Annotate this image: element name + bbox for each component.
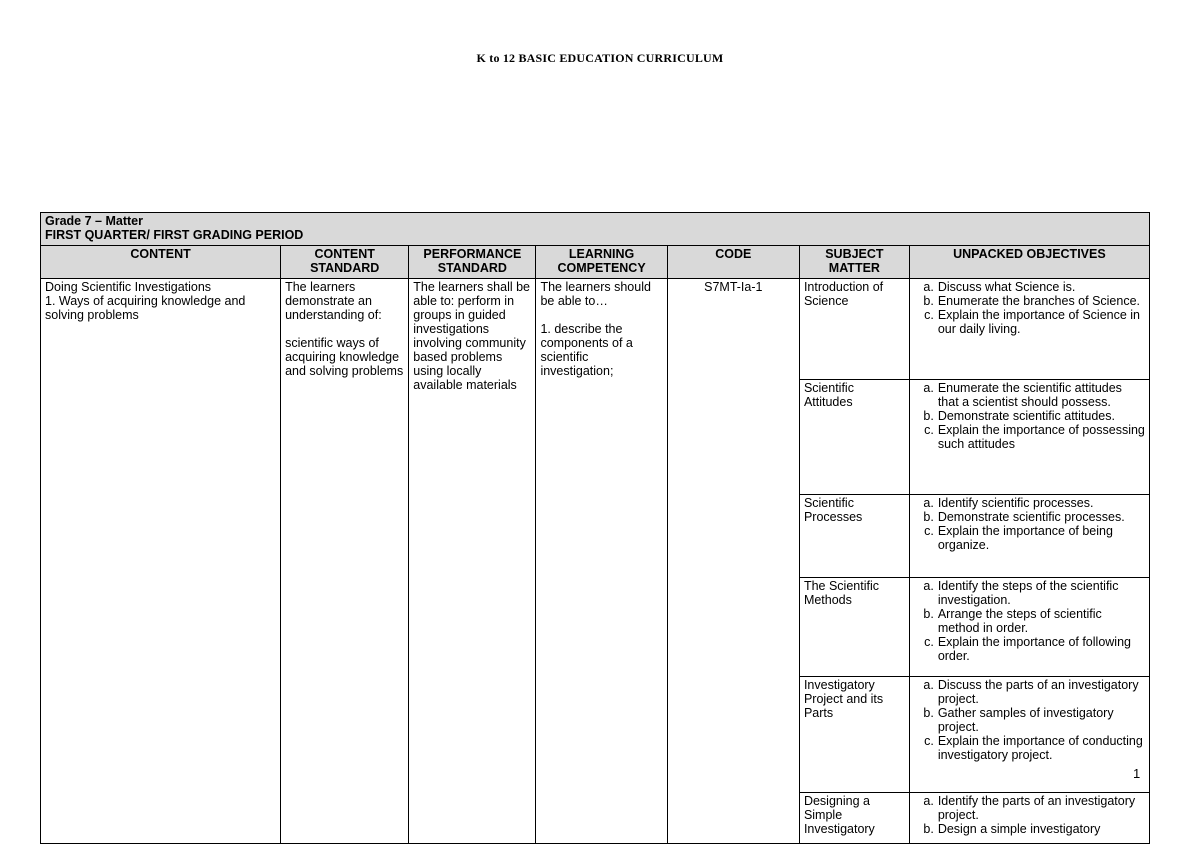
header-unpacked-objectives: UNPACKED OBJECTIVES <box>909 246 1149 279</box>
header-content: CONTENT <box>41 246 281 279</box>
column-header-row <box>41 246 1150 279</box>
content-standard-cell <box>281 279 409 844</box>
objective-item: a. Enumerate the scientific attitudes that a scientist should possess. <box>923 381 1122 409</box>
objective-item: b. Gather samples of investigatory project. <box>923 706 1114 734</box>
content-standard-part1: The learners demonstrate an understanding of: <box>285 280 382 322</box>
grade-header <box>41 213 1150 246</box>
learning-competency-part1: The learners should be able to… <box>540 280 651 308</box>
objective-item: b. Arrange the steps of scientific method in order. <box>923 607 1102 635</box>
header-performance-standard-line1: PERFORMANCE <box>423 247 522 261</box>
objective-item: a. Identify the steps of the scientific investigation. <box>923 579 1119 607</box>
header-learning-competency-line1: LEARNING <box>568 247 635 261</box>
objective-item: b. Demonstrate scientific attitudes. <box>923 409 1115 423</box>
objective-item: c. Explain the importance of being organize. <box>924 524 1113 552</box>
objectives-cell <box>909 793 1149 844</box>
quarter-title: FIRST QUARTER/ FIRST GRADING PERIOD <box>45 228 304 242</box>
content-standard-part2: scientific ways of acquiring knowledge and solving problems <box>285 336 404 378</box>
objectives-cell <box>909 677 1149 793</box>
objective-item: b. Demonstrate scientific processes. <box>923 510 1125 524</box>
subject-matter-cell: The Scientific Methods <box>799 578 909 677</box>
learning-competency-cell <box>536 279 667 844</box>
subject-matter-cell: Designing a Simple Investigatory <box>799 793 909 844</box>
objective-item: a. Discuss what Science is. <box>923 280 1076 294</box>
curriculum-table <box>40 212 1150 844</box>
code-cell: S7MT-Ia-1 <box>667 279 799 844</box>
subject-matter-cell: Scientific Attitudes <box>799 380 909 495</box>
header-content-standard-line2: STANDARD <box>310 261 380 275</box>
header-content-standard-line1: CONTENT <box>314 247 375 261</box>
objective-item: c. Explain the importance of Science in our daily living. <box>924 308 1141 336</box>
objective-item: c. Explain the importance of possessing such attitudes <box>924 423 1145 451</box>
objectives-cell <box>909 279 1149 380</box>
objective-item: b. Design a simple investigatory <box>923 822 1101 836</box>
header-learning-competency-line2: COMPETENCY <box>557 261 646 275</box>
objective-item: c. Explain the importance of following order. <box>924 635 1131 663</box>
subject-matter-cell: Introduction of Science <box>799 279 909 380</box>
header-content-standard <box>281 246 409 279</box>
objectives-cell <box>909 495 1149 578</box>
performance-standard-cell <box>409 279 536 844</box>
objective-item: a. Discuss the parts of an investigatory project. <box>923 678 1139 706</box>
subject-matter-cell: Scientific Processes <box>799 495 909 578</box>
objectives-cell <box>909 578 1149 677</box>
objective-item: a. Identify scientific processes. <box>923 496 1094 510</box>
document-title: K to 12 BASIC EDUCATION CURRICULUM <box>476 51 724 65</box>
grade-header-row <box>41 213 1150 246</box>
learning-competency-part2: 1. describe the components of a scientific investigation; <box>540 322 633 378</box>
objective-item: b. Enumerate the branches of Science. <box>923 294 1141 308</box>
header-performance-standard-line2: STANDARD <box>437 261 507 275</box>
grade-title: Grade 7 – Matter <box>45 214 143 228</box>
header-code: CODE <box>667 246 799 279</box>
objectives-cell <box>909 380 1149 495</box>
header-subject-matter-line1: SUBJECT <box>825 247 884 261</box>
performance-standard-text: The learners shall be able to: perform in groups in guided investigations involving community based problems using locally available materials <box>413 280 531 392</box>
content-line2: 1. Ways of acquiring knowledge and solving problems <box>45 294 246 322</box>
header-performance-standard <box>409 246 536 279</box>
header-subject-matter-line2: MATTER <box>828 261 880 275</box>
content-cell <box>41 279 281 844</box>
header-learning-competency <box>536 246 667 279</box>
header-subject-matter <box>799 246 909 279</box>
objective-item: a. Identify the parts of an investigatory project. <box>923 794 1136 822</box>
table-row <box>41 279 1150 380</box>
subject-matter-cell: Investigatory Project and its Parts <box>799 677 909 793</box>
content-line1: Doing Scientific Investigations <box>45 280 212 294</box>
page-number: 1 <box>1133 766 1141 781</box>
objective-item: c. Explain the importance of conducting investigatory project. <box>924 734 1143 762</box>
